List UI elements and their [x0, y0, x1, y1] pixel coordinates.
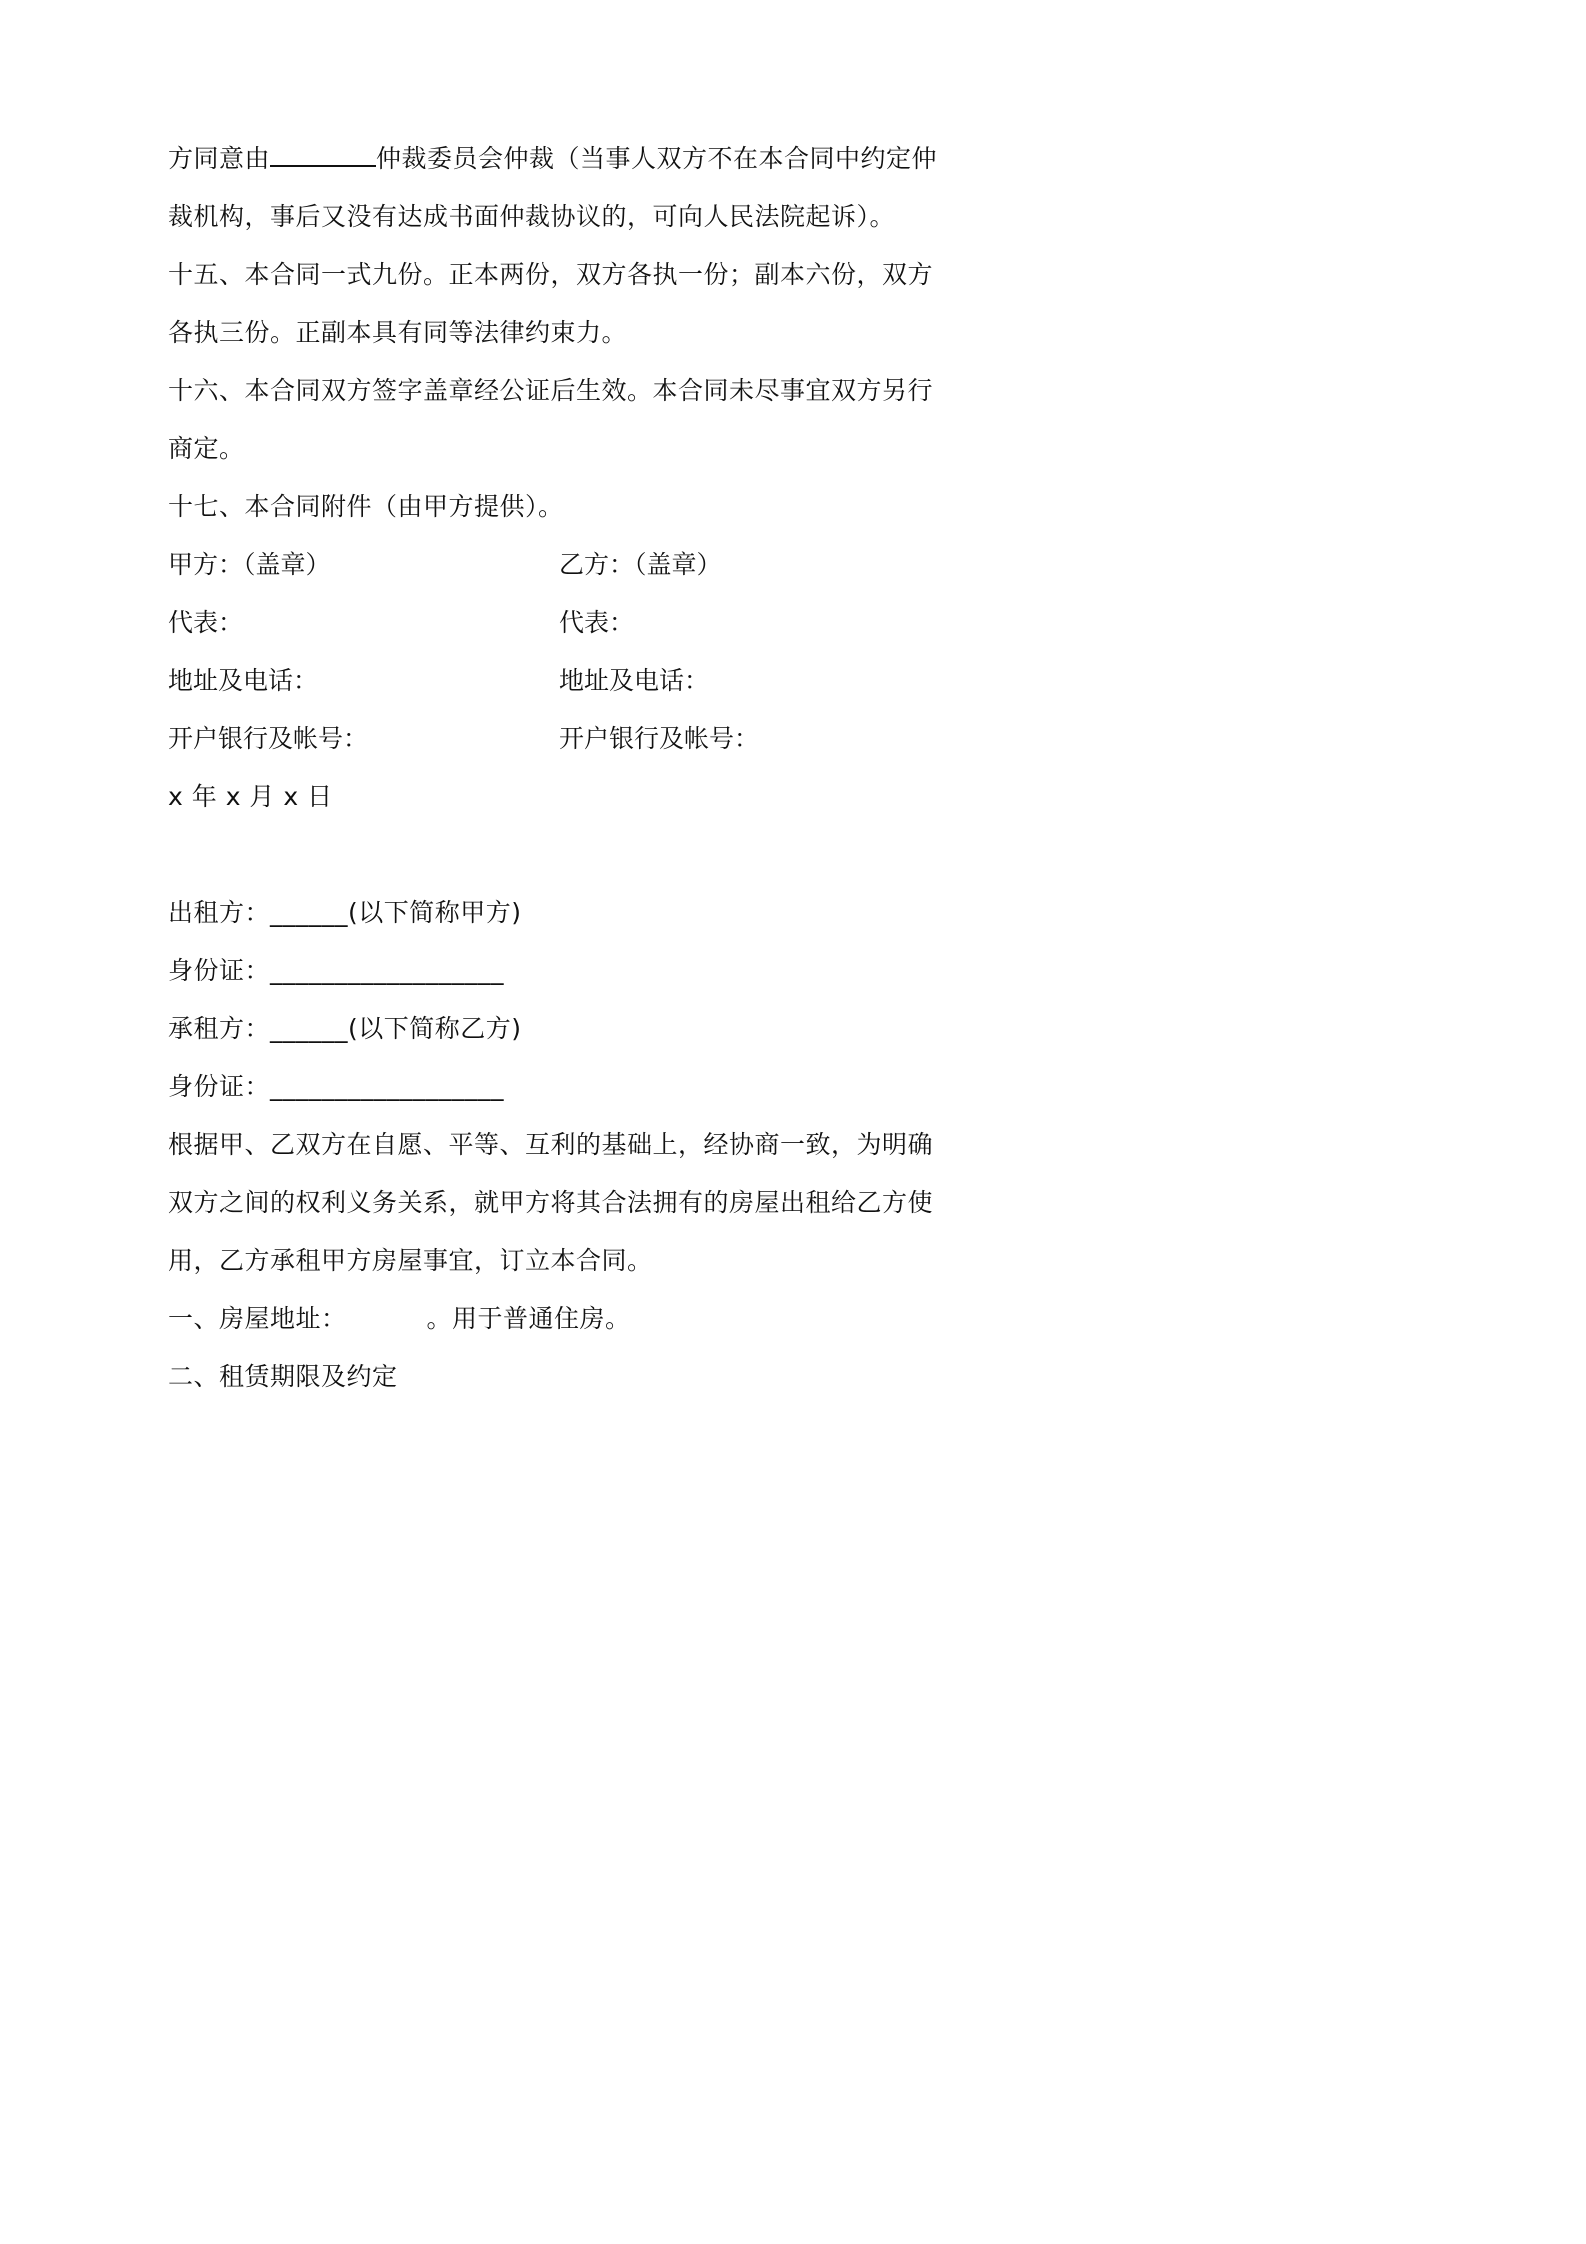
item-1-house-address [168, 1290, 943, 1348]
signature-date: x 年 x 月 x 日 [168, 782, 333, 811]
signature-rep-row [168, 594, 943, 652]
lessor-line: 出租方：______(以下简称甲方) [168, 898, 522, 927]
preamble-line-2: 双方之间的权利义务关系，就甲方将其合法拥有的房屋出租给乙方使 [168, 1188, 934, 1217]
document-page [168, 130, 943, 1406]
item-2-lease-term: 二、租赁期限及约定 [168, 1362, 398, 1391]
signature-seal-row [168, 536, 943, 594]
clause-17: 十七、本合同附件（由甲方提供）。 [168, 492, 564, 521]
party-a-representative: 代表： [168, 608, 244, 637]
arbitration-text-pre: 方同意由 [168, 144, 271, 173]
section-spacer [168, 826, 943, 884]
signature-bank-row [168, 710, 943, 768]
party-a-bank: 开户银行及帐号： [168, 724, 369, 753]
party-a-address: 地址及电话： [168, 666, 319, 695]
preamble-line-3: 用，乙方承租甲方房屋事宜，订立本合同。 [168, 1246, 653, 1275]
lessee-line: 承租方：______(以下简称乙方) [168, 1014, 522, 1043]
lessee-id-line: 身份证：__________________ [168, 1072, 505, 1101]
item-1-text-pre: 一、房屋地址： [168, 1304, 347, 1333]
arbitration-line-2: 裁机构，事后又没有达成书面仲裁协议的，可向人民法院起诉）。 [168, 202, 896, 231]
party-a-seal: 甲方：（盖章） [168, 550, 331, 579]
lessor-id-line: 身份证：__________________ [168, 956, 505, 985]
item-1-text-post: 。用于普通住房。 [426, 1304, 631, 1333]
clause-16-line-2: 商定。 [168, 434, 245, 463]
party-b-seal: 乙方：（盖章） [559, 550, 722, 579]
clause-16-line-1: 十六、本合同双方签字盖章经公证后生效。本合同未尽事宜双方另行 [168, 376, 934, 405]
arbitration-line-1 [168, 130, 943, 188]
clause-15-line-1: 十五、本合同一式九份。正本两份，双方各执一份；副本六份，双方 [168, 260, 934, 289]
party-b-representative: 代表： [559, 608, 635, 637]
signature-address-row [168, 652, 943, 710]
preamble-line-1: 根据甲、乙双方在自愿、平等、互利的基础上，经协商一致，为明确 [168, 1130, 934, 1159]
party-b-bank: 开户银行及帐号： [559, 724, 760, 753]
clause-15-line-2: 各执三份。正副本具有同等法律约束力。 [168, 318, 628, 347]
arbitration-blank [270, 135, 376, 167]
arbitration-text-post: 仲裁委员会仲裁（当事人双方不在本合同中约定仲 [376, 144, 938, 173]
party-b-address: 地址及电话： [559, 666, 710, 695]
